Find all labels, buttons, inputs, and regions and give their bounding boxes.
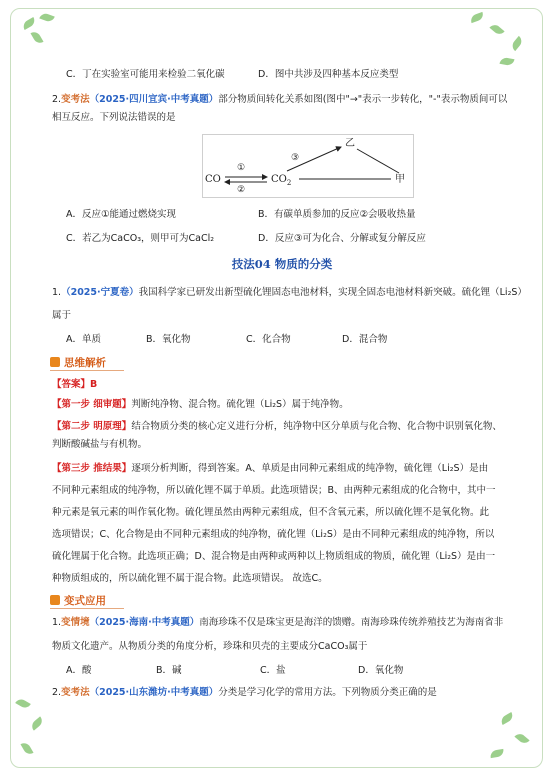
v-q1-stem — [52, 616, 503, 630]
v-q2-source: （2025·山东潍坊·中考真题） — [89, 687, 219, 698]
v-q2-tag: 变考法 — [61, 687, 90, 698]
diagram-step1: ① — [237, 163, 246, 173]
q1-option-c: C．丁在实验室可能用来检验二氧化碳 — [66, 69, 225, 80]
step1-line — [52, 398, 349, 412]
answer-line — [52, 378, 97, 392]
q3-option-b: B．氧化物 — [146, 334, 191, 345]
analysis-title: 思维解析 — [64, 357, 106, 369]
step2-line — [52, 420, 502, 434]
diagram-arrows — [203, 135, 413, 197]
v-q1-option-a: A．酸 — [66, 665, 92, 676]
step3-l1: 逐项分析判断，得到答案。A、单质是由同种元素组成的纯净物，硫化锂（Li₂S）是由 — [131, 463, 489, 474]
v-q1-option-b: B．碱 — [156, 665, 182, 676]
q2-tag: 变考法 — [61, 94, 90, 105]
book-icon — [50, 357, 60, 367]
q2-stem-line2: 相互反应。下列说法错误的是 — [52, 112, 176, 123]
diagram-co2: $CO_2$ — [271, 174, 292, 187]
step3-l4: 选项错误；C、化合物是由不同种元素组成的纯净物，硫化锂（Li₂S）是由不同种元素组成的纯净物，所以 — [52, 529, 495, 540]
v-q1-source: （2025·海南·中考真题） — [89, 617, 200, 628]
v-q1-tag: 变情境 — [61, 617, 90, 628]
q2-number: 2. — [52, 94, 62, 105]
diagram-jia: 甲 — [395, 174, 405, 185]
v-q1-stem-l1: 南海珍珠不仅是珠宝更是海洋的馈赠。南海珍珠传统养殖技艺为海南省非 — [199, 617, 504, 628]
analysis-header — [50, 356, 124, 371]
q3-source: （2025·宁夏卷） — [61, 287, 139, 298]
step3-l2: 不同种元素组成的纯净物，所以硫化锂不属于单质。此选项错误；B、由两种元素组成的化合物中，其中一 — [52, 485, 496, 496]
q3-stem-line2: 属于 — [52, 310, 72, 321]
q2-option-d: D．反应③可为化合、分解或复分解反应 — [258, 233, 426, 244]
diagram-step3: ③ — [291, 153, 300, 163]
variant-title: 变式应用 — [64, 595, 106, 607]
q2-source: （2025·四川宜宾·中考真题） — [89, 94, 219, 105]
step1-text: 判断纯净物、混合物。硫化锂（Li₂S）属于纯净物。 — [131, 399, 349, 410]
v-q2-stem — [52, 686, 437, 700]
diagram-step2: ② — [237, 185, 246, 195]
answer-value: B — [90, 379, 98, 390]
reaction-diagram — [202, 134, 414, 198]
q2-option-c: C．若乙为CaCO₃，则甲可为CaCl₂ — [66, 233, 215, 244]
q3-option-a: A．单质 — [66, 334, 101, 345]
q3-stem — [52, 286, 527, 300]
step2-text-l1: 结合物质分类的核心定义进行分析，纯净物中区分单质与化合物、化合物中识别氧化物、 — [131, 421, 502, 432]
q3-number: 1. — [52, 287, 62, 298]
step3-l5: 硫化锂属于化合物。此选项正确；D、混合物是由两种或两种以上物质组成的物质，硫化锂（Li₂S）是由一 — [52, 551, 496, 562]
step1-label: 【第一步 细审题】 — [52, 399, 132, 410]
step3-l6: 种物质组成的，所以硫化锂不属于混合物。此选项错误。 故选C。 — [52, 573, 328, 584]
step2-label: 【第二步 明原理】 — [52, 421, 132, 432]
v-q2-number: 2. — [52, 687, 62, 698]
diagram-yi: 乙 — [345, 138, 355, 149]
v-q1-number: 1. — [52, 617, 62, 628]
section-title: 技法04 物质的分类 — [231, 257, 333, 271]
step3-label: 【第三步 推结果】 — [52, 463, 132, 474]
step2-text-l2: 判断酸碱盐与有机物。 — [52, 439, 148, 450]
book-icon — [50, 595, 60, 605]
v-q1-option-d: D．氧化物 — [358, 665, 404, 676]
diagram-co: CO — [205, 174, 221, 185]
q3-stem-line1: 我国科学家已研发出新型硫化锂固态电池材料，实现全固态电池材料新突破。硫化锂（Li₂S） — [138, 287, 527, 298]
q2-option-b: B．有碳单质参加的反应②会吸收热量 — [258, 209, 416, 220]
q2-option-a: A．反应①能通过燃烧实现 — [66, 209, 177, 220]
v-q1-stem-l2: 物质文化遗产。从物质分类的角度分析，珍珠和贝壳的主要成分CaCO₃属于 — [52, 641, 368, 652]
answer-label: 【答案】 — [52, 379, 91, 390]
q1-option-d: D．图中共涉及四种基本反应类型 — [258, 69, 399, 80]
q2-stem — [52, 93, 507, 107]
q3-option-c: C．化合物 — [246, 334, 291, 345]
variant-header — [50, 594, 124, 609]
q2-stem-line1: 部分物质间转化关系如图(图中"→"表示一步转化，"-"表示物质间可以 — [218, 94, 508, 105]
step3-l3: 种元素是氧元素的叫作氧化物。硫化锂虽然由两种元素组成，但不含氧元素，所以硫化锂不是氧化物。此 — [52, 507, 490, 518]
v-q2-stem-text: 分类是学习化学的常用方法。下列物质分类正确的是 — [218, 687, 437, 698]
v-q1-option-c: C．盐 — [260, 665, 286, 676]
q3-option-d: D．混合物 — [342, 334, 388, 345]
step3-line — [52, 462, 488, 476]
